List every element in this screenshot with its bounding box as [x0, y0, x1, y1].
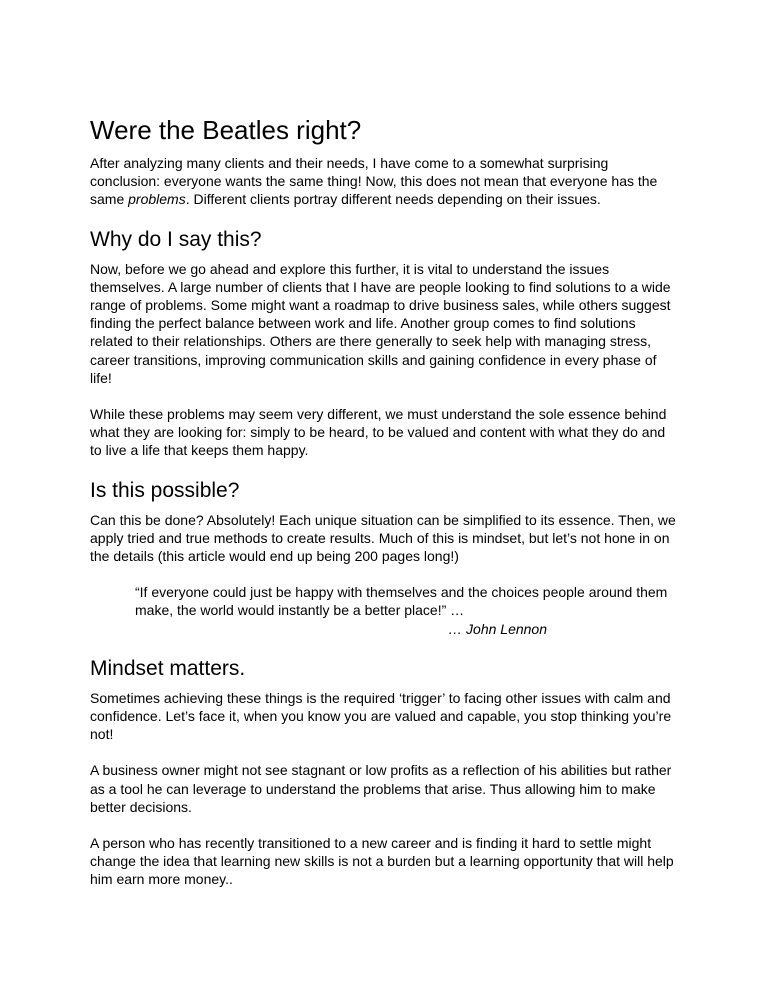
spacer	[90, 387, 680, 405]
section-paragraph: Can this be done? Absolutely! Each unique situation can be simplified to its essence. Then, we apply tried and true methods to create results. Much of this is mindset, but let’s not hone in on the details (this article would end up being 200 pages long!)	[90, 511, 676, 565]
quote-text: “If everyone could just be happy with themselves and the choices people around them make, the world would instantly be a better place!” …	[135, 584, 668, 619]
intro-text-start: After analyzing many clients and their needs, I have come to a somewhat surprising conclusion: everyone wants the same thing! Now, this does not mean that everyone has the same	[90, 155, 658, 208]
section-heading-why: Why do I say this?	[90, 227, 262, 251]
quote-attribution: … John Lennon	[448, 620, 547, 637]
section-paragraph: A business owner might not see stagnant or low profits as a reflection of his abilities but rather as a tool he can leverage to understand the problems that arise. Thus allowing him to make better decisions.	[90, 762, 672, 815]
section-heading-mindset: Mindset matters.	[90, 656, 246, 680]
section-paragraph: Now, before we go ahead and explore this further, it is vital to understand the issues themselves. A large number of clients that I have are people looking to find solutions to a wide range of problems. Some might want a roadmap to drive business sales, while others suggest finding the perfect balance between work and life. Another group comes to find solutions related to their relationships. Others are there generally to seek help with managing stress, career transitions, improving communication skills and gaining confidence in every phase of life!	[90, 260, 671, 386]
section-paragraph: While these problems may seem very different, we must understand the sole essence behind what they are looking for: simply to be heard, to be valued and content with what they do and to live a life that keeps them happy.	[90, 406, 667, 459]
intro-text-end: . Different clients portray different needs depending on their issues.	[185, 191, 601, 208]
document-page	[90, 112, 680, 889]
section-paragraph: Sometimes achieving these things is the required ‘trigger’ to facing other issues with calm and confidence. Let’s face it, when you know you are valued and capable, you stop thinking you’re not!	[90, 689, 672, 743]
section-paragraph: A person who has recently transitioned to a new career and is finding it hard to settle might change the idea that learning new skills is not a burden but a learning opportunity that will help him earn more money..	[90, 835, 674, 888]
spacer	[90, 816, 680, 834]
spacer	[90, 460, 680, 476]
intro-emphasis: problems	[128, 191, 186, 208]
spacer	[90, 743, 680, 761]
lennon-quote	[135, 583, 680, 638]
spacer	[90, 638, 680, 654]
article-title: Were the Beatles right?	[90, 115, 362, 145]
intro-paragraph	[90, 154, 680, 209]
section-heading-possible: Is this possible?	[90, 478, 240, 502]
spacer	[90, 209, 680, 225]
